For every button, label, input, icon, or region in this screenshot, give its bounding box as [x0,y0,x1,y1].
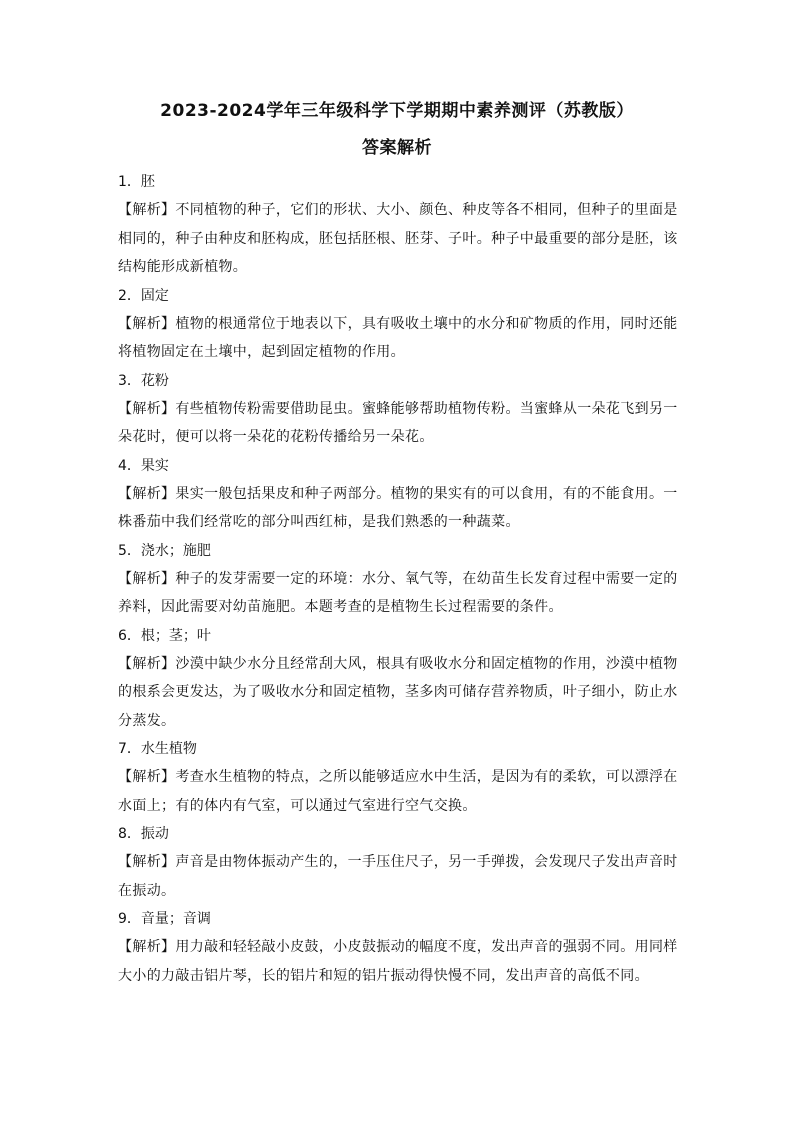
question-6-explanation [118,650,678,736]
analysis-tag: 【解析】 [118,315,176,332]
analysis-tag: 【解析】 [118,570,176,587]
question-2-heading: 2．固定 [118,287,169,304]
question-8-explanation [118,848,678,905]
analysis-tag: 【解析】 [118,769,176,785]
question-3-explanation [118,395,678,452]
document-subtitle: 答案解析 [362,138,432,158]
answer-list [118,168,678,990]
question-6-heading: 6．根；茎；叶 [118,627,211,644]
explanation-text: 考查水生植物的特点，之所以能够适应水中生活，是因为有的柔软，可以漂浮在水面上；有的体内有气室，可以通过气室进行空气交换。 [118,769,678,814]
analysis-tag: 【解析】 [118,400,176,417]
question-3-heading: 3．花粉 [118,372,169,389]
analysis-tag: 【解析】 [118,202,176,218]
explanation-text: 有些植物传粉需要借助昆虫。蜜蜂能够帮助植物传粉。当蜜蜂从一朵花飞到另一朵花时，便可以将一朵花的花粉传播给另一朵花。 [118,400,678,445]
question-7-explanation [118,763,678,820]
question-1-explanation [118,196,678,282]
question-5-explanation [118,565,678,622]
analysis-tag: 【解析】 [118,854,176,870]
explanation-text: 沙漠中缺少水分且经常刮大风，根具有吸收水分和固定植物的作用，沙漠中植物的根系会更发达，为了吸收水分和固定植物，茎多肉可储存营养物质，叶子细小，防止水分蒸发。 [118,655,678,729]
question-9-explanation [118,933,678,990]
document-title: 2023-2024学年三年级科学下学期期中素养测评（苏教版） [160,101,634,121]
question-7-heading: 7．水生植物 [118,741,197,757]
analysis-tag: 【解析】 [118,485,176,502]
explanation-text: 种子的发芽需要一定的环境：水分、氧气等，在幼苗生长发育过程中需要一定的养料，因此需要对幼苗施肥。本题考查的是植物生长过程需要的条件。 [118,570,678,615]
question-9-heading: 9．音量；音调 [118,911,211,927]
question-4-explanation [118,480,678,537]
analysis-tag: 【解析】 [118,939,176,955]
explanation-text: 植物的根通常位于地表以下，具有吸收土壤中的水分和矿物质的作用，同时还能将植物固定在土壤中，起到固定植物的作用。 [118,315,678,360]
question-1-heading: 1．胚 [118,174,155,190]
question-4-heading: 4．果实 [118,457,169,474]
explanation-text: 用力敲和轻轻敲小皮鼓，小皮鼓振动的幅度不度，发出声音的强弱不同。用同样大小的力敲击铝片琴，长的铝片和短的铝片振动得快慢不同，发出声音的高低不同。 [118,939,678,984]
question-5-heading: 5．浇水；施肥 [118,542,211,559]
analysis-tag: 【解析】 [118,655,176,672]
question-8-heading: 8．振动 [118,826,169,842]
explanation-text: 不同植物的种子，它们的形状、大小、颜色、种皮等各不相同，但种子的里面是相同的，种子由种皮和胚构成，胚包括胚根、胚芽、子叶。种子中最重要的部分是胚，该结构能形成新植物。 [118,202,678,275]
question-2-explanation [118,310,678,367]
explanation-text: 果实一般包括果皮和种子两部分。植物的果实有的可以食用，有的不能食用。一株番茄中我们经常吃的部分叫西红柿，是我们熟悉的一种蔬菜。 [118,485,678,530]
explanation-text: 声音是由物体振动产生的，一手压住尺子，另一手弹拨，会发现尺子发出声音时在振动。 [118,854,678,899]
